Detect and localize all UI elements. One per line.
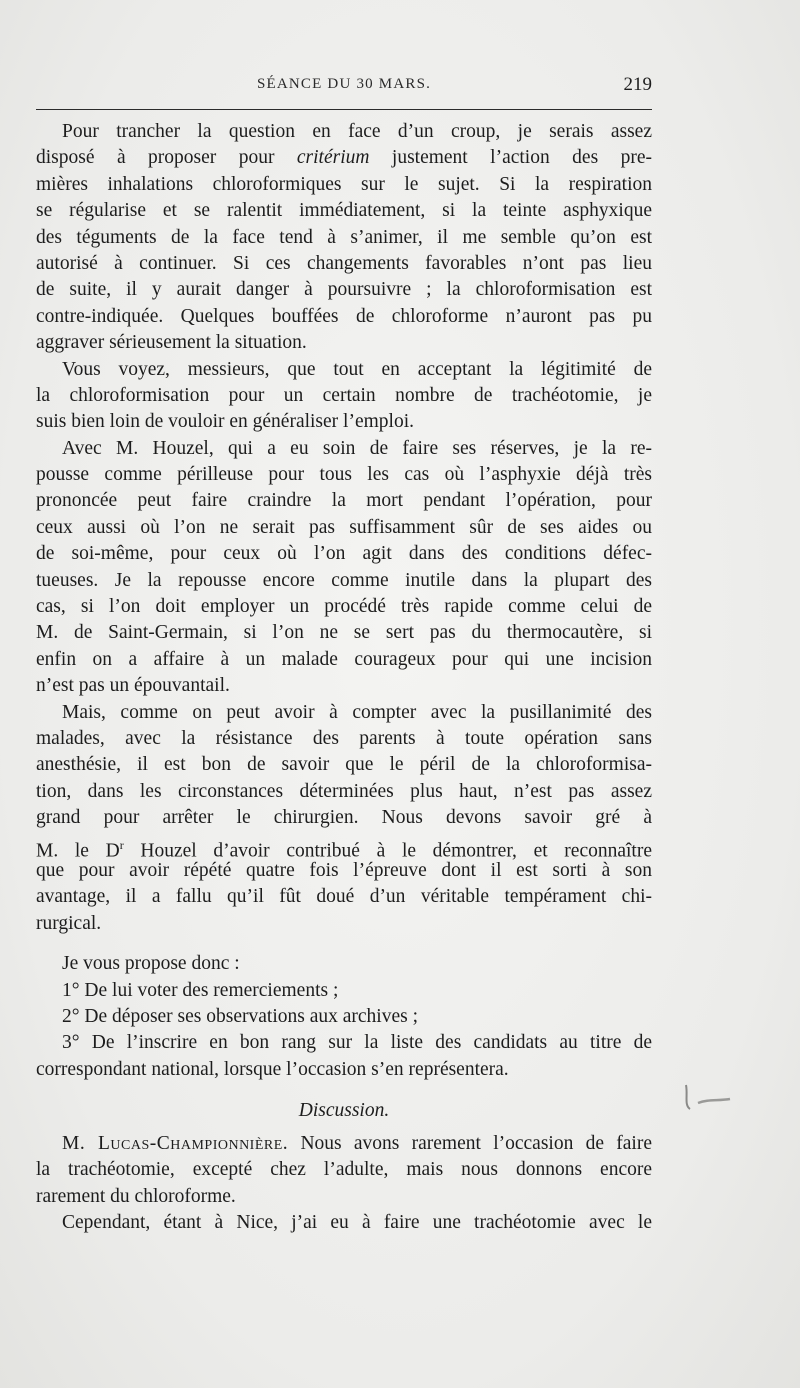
section-heading: Discussion.: [298, 1100, 390, 1122]
text-line: la chloroformisation pour un certain nombre de trachéotomie, je: [36, 384, 652, 406]
text-line: tueuses. Je la repousse encore comme inutile dans la plupart des: [36, 569, 652, 591]
text-fragment: justement l’action des pre-: [369, 147, 652, 169]
text-line: Mais, comme on peut avoir à compter avec la pusillanimité des: [62, 701, 652, 723]
text-line: grand pour arrêter le chirurgien. Nous devons savoir gré à: [36, 807, 652, 829]
text-line: de suite, il y aurait danger à poursuivre ; la chloroformisation est: [36, 279, 652, 301]
text-line: de soi-même, pour ceux où l’on agit dans des conditions défec-: [36, 543, 652, 565]
text-line: Je vous propose donc :: [62, 953, 240, 975]
list-item: 3° De l’inscrire en bon rang sur la liste des candidats au titre de: [62, 1032, 652, 1054]
text-line: [36, 832, 652, 862]
text-line: [36, 145, 652, 171]
text-line: des téguments de la face tend à s’animer, il me semble qu’on est: [36, 226, 652, 248]
text-line: rurgical.: [36, 912, 102, 934]
text-line: rarement du chloroforme.: [36, 1185, 236, 1207]
text-fragment: M. le D: [36, 840, 120, 862]
text-line: tion, dans les circonstances déterminées plus haut, n’est pas assez: [36, 780, 652, 802]
list-item: 2° De déposer ses observations aux archives ;: [62, 1005, 418, 1027]
list-item-continuation: correspondant national, lorsque l’occasion s’en représentera.: [36, 1058, 509, 1080]
text-line: Cependant, étant à Nice, j’ai eu à faire une trachéotomie avec le: [62, 1212, 652, 1234]
text-line: M. de Saint-Germain, si l’on ne se sert pas du thermocautère, si: [36, 622, 652, 644]
text-line: Avec M. Houzel, qui a eu soin de faire ses réserves, je la re-: [62, 437, 652, 459]
text-line: contre-indiquée. Quelques bouffées de chloroforme n’auront pas pu: [36, 305, 652, 327]
text-line: Pour trancher la question en face d’un croup, je serais assez: [62, 121, 652, 142]
text-line: pousse comme périlleuse pour tous les cas où l’asphyxie déjà très: [36, 464, 652, 486]
text-line: prononcée peut faire craindre la mort pendant l’opération, pour: [36, 490, 652, 512]
text-fragment: Houzel d’avoir contribué à le démontrer, et reconnaître: [123, 840, 652, 862]
page-header: [36, 72, 652, 102]
text-line: mières inhalations chloroformiques sur le sujet. Si la respiration: [36, 173, 652, 195]
emphasis: critérium: [296, 147, 370, 169]
text-line: avantage, il a fallu qu’il fût doué d’un véritable tempérament chi-: [36, 886, 652, 908]
running-head: SÉANCE DU 30 MARS.: [256, 76, 432, 92]
ink-mark: [678, 1075, 738, 1115]
text-fragment: disposé à proposer pour: [36, 147, 297, 169]
speaker-name: M. Lucas-Championnière.: [62, 1133, 289, 1155]
text-line: [36, 1131, 652, 1157]
spacer: [36, 937, 652, 951]
page-number: 219: [623, 74, 652, 95]
text-line: enfin on a affaire à un malade courageux pour qui une incision: [36, 648, 652, 670]
text-line: cas, si l’on doit employer un procédé très rapide comme celui de: [36, 596, 652, 618]
header-rule: [36, 109, 652, 110]
text-fragment: Nous avons rarement l’occasion de faire: [288, 1133, 652, 1155]
text-line: n’est pas un épouvantail.: [36, 675, 230, 697]
text-line: se régularise et se ralentit immédiatement, si la teinte asphyxique: [36, 200, 652, 222]
text-line: autorisé à continuer. Si ces changements favorables n’ont pas lieu: [36, 252, 652, 274]
superscript: r: [119, 837, 124, 852]
text-line: aggraver sérieusement la situation.: [36, 332, 307, 354]
text-line: suis bien loin de vouloir en généraliser l’emploi.: [36, 411, 414, 433]
list-item: 1° De lui voter des remerciements ;: [62, 979, 339, 1001]
body-text: [36, 119, 652, 1237]
text-line: que pour avoir répété quatre fois l’épreuve dont il est sorti à son: [36, 859, 652, 881]
text-line: Vous voyez, messieurs, que tout en acceptant la légitimité de: [62, 358, 652, 380]
text-line: anesthésie, il est bon de savoir que le péril de la chloroformisa-: [36, 754, 652, 776]
text-line: malades, avec la résistance des parents à toute opération sans: [36, 727, 652, 749]
text-line: ceux aussi où l’on ne serait pas suffisamment sûr de ses aides ou: [36, 516, 652, 538]
text-line: la trachéotomie, excepté chez l’adulte, mais nous donnons encore: [36, 1159, 652, 1181]
